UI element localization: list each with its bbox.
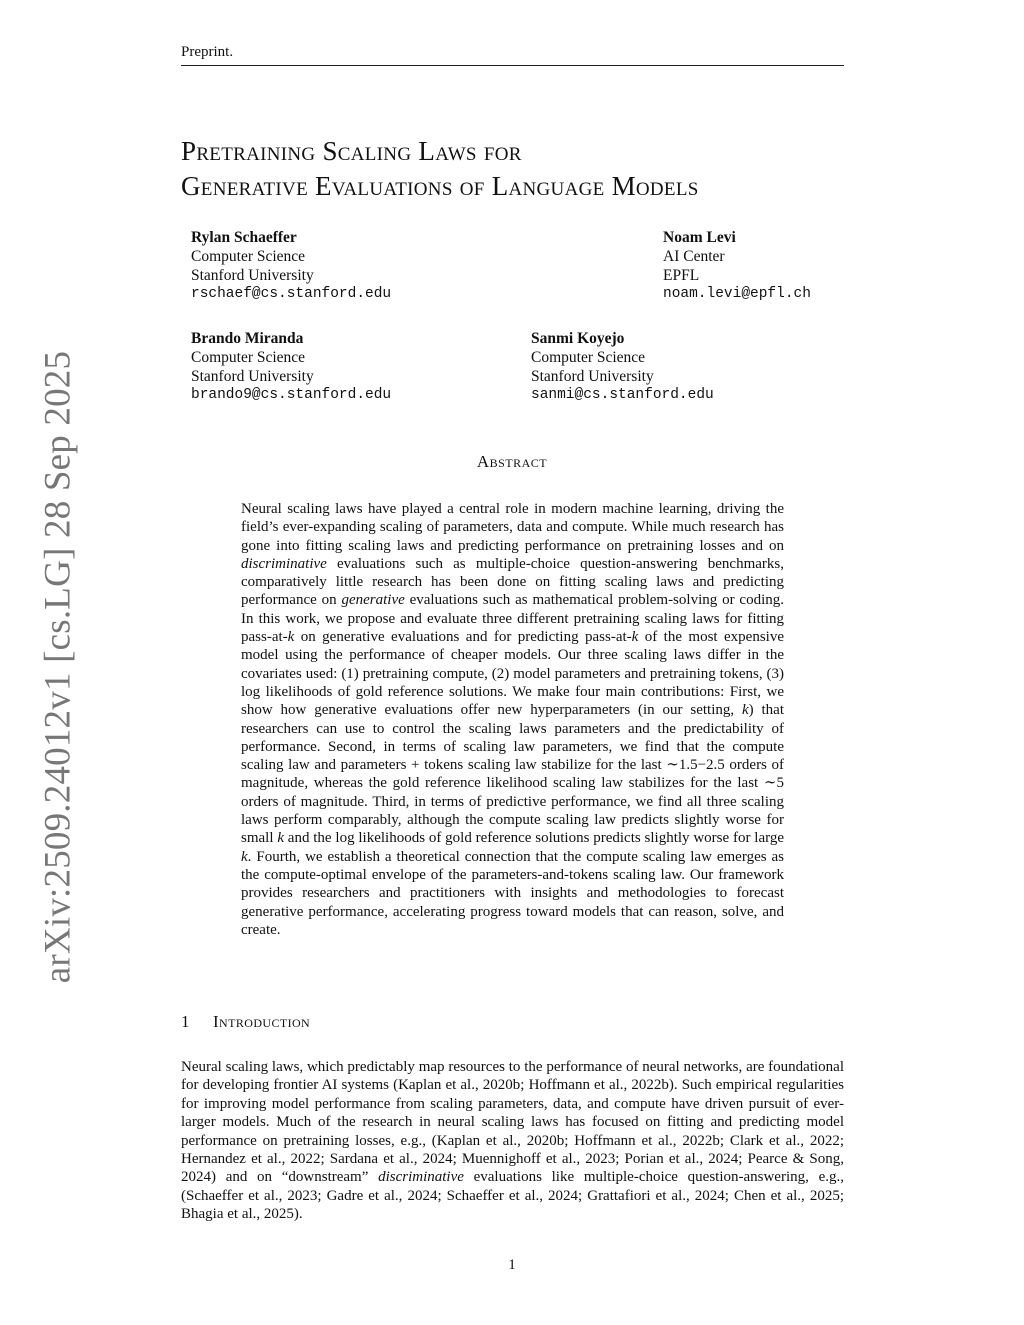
author-name: Noam Levi [663, 229, 736, 246]
author-block-4 [531, 329, 714, 405]
author-affiliation: EPFL [663, 267, 700, 284]
math-k: k [631, 629, 639, 646]
author-dept: Computer Science [191, 248, 306, 265]
abstract-text-run: ) that researchers can use to control the scaling laws parameters and the predictability of performance. Second, in terms of scaling law parameters, we find that the compute scaling law and parameters + tokens scaling law stabilize for the last ∼1.5−2.5 orders of magnitude, whereas the gold reference likelihood scaling law stabilizes for the last ∼5 orders of magnitude. Third, in terms of predictive performance, we find all three scaling laws perform comparably, although the compute scaling law predicts slightly worse for small [241, 702, 784, 847]
abstract-text-run: . Fourth, we establish a theoretical connection that the compute scaling law emerges as the compute-optimal envelope of the parameters-and-tokens scaling law. Our framework provides researchers and practitioners with insights and methodologies to forecast generative performance, accelerating progress toward models that can reason, solve, and create. [241, 848, 784, 938]
author-affiliation: Stanford University [191, 267, 314, 284]
author-block-3 [191, 329, 391, 405]
paper-title [181, 134, 699, 204]
intro-text-run: Neural scaling laws, which predictably map resources to the performance of neural networks, are foundational for developing frontier AI systems (Kaplan et al., 2020b; Hoffmann et al., 2022b). Such empirical regularities for improving model performance from scaling parameters, data, and compute have driven pursuit of ever-larger models. Much of the research in neural scaling laws has focused on fitting and predicting model performance on pretraining losses, e.g., (Kaplan et al., 2020b; Hoffmann et al., 2022b; Clark et al., 2022; Hernandez et al., 2022; Sardana et al., 2024; Muennighoff et al., 2023; Porian et al., 2024; Pearce & Song, 2024) and on “downstream” [181, 1059, 844, 1186]
math-k: k [741, 702, 749, 719]
math-k: k [277, 830, 284, 847]
abstract-text-run: evaluations such as mathematical problem-solving or coding. In this work, we propose and evaluate three different pretraining scaling laws for fitting pass-at- [241, 592, 784, 646]
author-name: Rylan Schaeffer [191, 229, 297, 246]
author-block-1 [191, 228, 391, 304]
header-rule [181, 65, 844, 66]
author-email: rschaef@cs.stanford.edu [191, 286, 392, 302]
author-name: Brando Miranda [191, 330, 304, 347]
emphasis-discriminative: discriminative [241, 555, 327, 572]
author-email: brando9@cs.stanford.edu [191, 387, 392, 403]
section-heading-introduction [181, 1012, 310, 1032]
title-line-2: Generative Evaluations of Language Models [181, 171, 699, 201]
abstract-text-run: of the most expensive model using the performance of cheaper models. Our three scaling laws differ in the covariates used: (1) pretraining compute, (2) model parameters and pretraining tokens, (3) log likelihoods of gold reference solutions. We make four main contributions: First, we show how generative evaluations offer new hyperparameters (in our setting, [241, 629, 784, 719]
section-number: 1 [181, 1012, 190, 1031]
arxiv-identifier-stamp: arXiv:2509.24012v1 [cs.LG] 28 Sep 2025 [37, 350, 79, 984]
running-header: Preprint. [181, 44, 234, 60]
introduction-paragraph [181, 1058, 844, 1224]
intro-text-run: evaluations like multiple-choice question-answering, e.g., (Schaeffer et al., 2023; Gadre et al., 2024; Schaeffer et al., 2024; Grattafiori et al., 2024; Chen et al., 2025; Bhagia et al., 2025). [181, 1169, 844, 1223]
section-title: Introduction [213, 1012, 311, 1031]
author-email: sanmi@cs.stanford.edu [531, 387, 714, 403]
author-dept: AI Center [663, 248, 725, 265]
title-line-1: Pretraining Scaling Laws for [181, 136, 522, 166]
emphasis-generative: generative [341, 592, 405, 609]
abstract-text-run: on generative evaluations and for predicting pass-at- [294, 629, 632, 646]
author-email: noam.levi@epfl.ch [663, 286, 811, 302]
author-name: Sanmi Koyejo [531, 330, 625, 347]
author-affiliation: Stanford University [191, 368, 314, 385]
author-block-2 [663, 228, 811, 304]
author-dept: Computer Science [191, 349, 306, 366]
abstract-text-run: evaluations such as multiple-choice question-answering benchmarks, comparatively little research has been done on fitting scaling laws and predicting performance on [241, 555, 784, 609]
page-number: 1 [508, 1257, 516, 1273]
math-k: k [287, 629, 295, 646]
emphasis-discriminative: discriminative [378, 1169, 464, 1186]
abstract-text-run: and the log likelihoods of gold reference solutions predicts slightly worse for large [283, 830, 784, 847]
abstract-text-run: Neural scaling laws have played a central role in modern machine learning, driving the field’s ever-expanding scaling of parameters, data and compute. While much research has gone into fitting scaling laws and predicting performance on pretraining losses and on [241, 501, 784, 554]
abstract-heading: Abstract [476, 452, 548, 471]
abstract-text [241, 500, 784, 939]
author-dept: Computer Science [531, 349, 646, 366]
author-affiliation: Stanford University [531, 368, 654, 385]
math-k: k [241, 848, 248, 865]
